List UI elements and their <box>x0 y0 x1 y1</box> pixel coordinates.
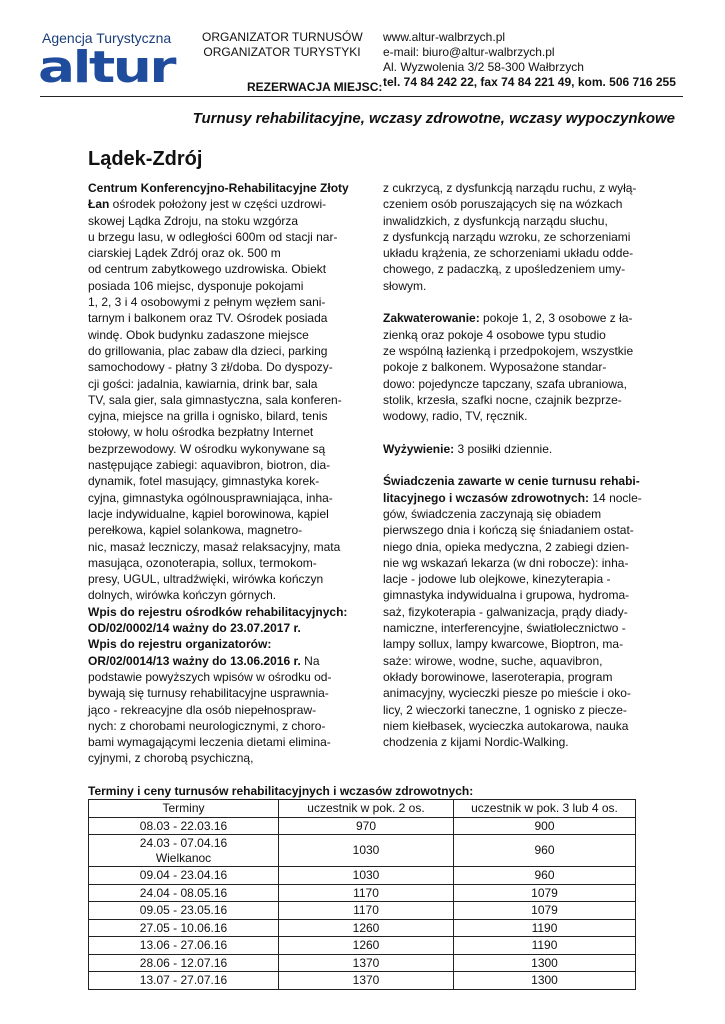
price-3-4-person-cell: 960 <box>454 835 636 867</box>
date-range: 27.05 - 10.06.16 <box>139 920 228 935</box>
text: ciarskiej Lądek Zdrój oraz ok. 500 m <box>88 246 281 261</box>
bold-text: Wpis do rejestru organizatorów: <box>88 637 272 652</box>
text-line <box>88 376 348 392</box>
text-line <box>88 229 348 245</box>
text: masująca, ozonoterapia, sollux, termokom- <box>88 555 317 570</box>
text-line <box>88 555 348 571</box>
date-range: 24.03 - 07.04.16 <box>139 836 228 850</box>
text-line <box>88 473 348 489</box>
table-row <box>89 902 636 920</box>
text-line <box>88 457 348 473</box>
logo-tagline: Agencja Turystyczna <box>42 30 172 46</box>
text-line <box>88 702 348 718</box>
reservation-label: REZERWACJA MIEJSC: <box>247 80 383 94</box>
price-2-person-cell: 1030 <box>279 835 454 867</box>
text: samochodowy - płatny 3 zł/doba. Do dyspozy- <box>88 360 333 375</box>
text-line <box>88 734 348 750</box>
text: wodowy, radio, TV, ręcznik. <box>383 409 528 424</box>
text-line <box>383 653 643 669</box>
text-line <box>383 196 643 212</box>
text: dowo: pojedyncze tapczany, szafa ubraniowa, <box>383 376 627 391</box>
price-3-4-person-cell: 1300 <box>454 972 636 990</box>
text-line <box>88 522 348 538</box>
text-line <box>383 180 643 196</box>
text: niego dnia, opieka medyczna, 2 zabiegi dzien- <box>383 539 630 554</box>
text-line <box>88 587 348 603</box>
altur-logo <box>38 30 175 93</box>
date-range-cell <box>89 972 279 990</box>
text-line <box>88 294 348 310</box>
text: bywają się turnusy rehabilitacyjne usprawnia- <box>88 686 329 701</box>
text: licy, 2 wieczorki taneczne, 1 ognisko z piecze- <box>383 702 627 717</box>
paragraph-gap <box>383 457 643 473</box>
bold-text: Zakwaterowanie: <box>383 311 480 326</box>
text-line <box>88 327 348 343</box>
text: inwalidzkich, z dysfunkcją narządu słuchu, <box>383 213 608 228</box>
text: windę. Obok budynku zadaszone miejsce <box>88 327 309 342</box>
text-line <box>383 506 643 522</box>
text: namiczne, interferencyjne, światłolecznictwo - <box>383 621 626 636</box>
price-3-4-person-cell: 900 <box>454 817 636 835</box>
text-line <box>383 702 643 718</box>
text: bezprzewodowy. W ośrodku wykonywane są <box>88 441 326 456</box>
text: ośrodek położony jest w części uzdrowi- <box>109 197 327 212</box>
bold-text: Wpis do rejestru ośrodków rehabilitacyjnych: <box>88 604 348 619</box>
text: słowym. <box>383 278 427 293</box>
date-range-cell <box>89 919 279 937</box>
date-range: 13.06 - 27.06.16 <box>139 938 228 952</box>
column-header-2-person: uczestnik w pok. 2 os. <box>279 800 454 818</box>
text: u brzegu lasu, w odległości 600m od stacji nar- <box>88 229 338 244</box>
description-right-column <box>383 180 643 750</box>
date-range-cell <box>89 835 279 867</box>
text: nie wg wskazań lekarza (w dni robocze): inha- <box>383 555 629 570</box>
price-table <box>88 799 636 990</box>
text: do grillowania, plac zabaw dla dzieci, parking <box>88 343 328 358</box>
price-3-4-person-cell: 1190 <box>454 937 636 955</box>
table-row <box>89 835 636 867</box>
text: dolnych, wirówka kończyn górnych. <box>88 588 277 603</box>
text-line <box>383 604 643 620</box>
text: tarnym i balkonem oraz TV. Ośrodek posiada <box>88 311 328 326</box>
text-line <box>88 685 348 701</box>
text: niem kiełbasek, wycieczka autokarowa, nauka <box>383 718 629 733</box>
text: nic, masaż leczniczy, masaż relaksacyjny, mata <box>88 539 341 554</box>
text-line <box>383 571 643 587</box>
table-row <box>89 954 636 972</box>
text: układu krążenia, ze schorzeniami układu odde- <box>383 246 634 261</box>
text-line <box>383 587 643 603</box>
text: pokoje z balkonem. Wyposażone standar- <box>383 360 607 375</box>
bold-text: litacyjnego i wczasów zdrowotnych: <box>383 490 590 505</box>
text: presy, UGUL, ultradźwięki, wirówka kończyn <box>88 572 324 587</box>
text-line <box>383 539 643 555</box>
text-line <box>88 343 348 359</box>
text-line <box>88 213 348 229</box>
date-range: 09.04 - 23.04.16 <box>139 868 228 882</box>
text-line <box>383 473 643 489</box>
bold-text: Świadczenia zawarte w cenie turnusu rehabi- <box>383 474 640 489</box>
text: bami wymagającymi leczenia dietami elimina- <box>88 735 331 750</box>
column-header-dates: Terminy <box>89 800 279 818</box>
text: z dysfunkcją narządu wzroku, ze schorzeniami <box>383 229 631 244</box>
table-row <box>89 817 636 835</box>
text: z cukrzycą, z dysfunkcją narządu ruchu, z wyłą- <box>383 181 637 195</box>
text-line <box>88 539 348 555</box>
text: Na <box>300 653 320 668</box>
text: posiada 106 miejsc, dysponuje pokojami <box>88 278 304 293</box>
date-range-cell <box>89 884 279 902</box>
text-line <box>383 261 643 277</box>
text: cyjna, miejsce na grilla i ognisko, bilard, tenis <box>88 409 328 424</box>
header-divider <box>40 96 683 97</box>
text: skowej Lądka Zdroju, na stoku wzgórza <box>88 213 299 228</box>
text-line <box>383 310 643 326</box>
text-line <box>88 441 348 457</box>
text: cyjna, gimnastyka ogólnousprawniająca, inha- <box>88 490 333 505</box>
price-2-person-cell: 1170 <box>279 902 454 920</box>
bold-text: Łan <box>88 197 110 212</box>
text-line <box>88 750 348 766</box>
text-line <box>88 261 348 277</box>
text-line <box>383 327 643 343</box>
text-line <box>383 376 643 392</box>
text: pierwszego dnia i kończą się śniadaniem ostat- <box>383 523 634 538</box>
date-range: 28.06 - 12.07.16 <box>139 955 228 970</box>
contact-info <box>383 30 676 90</box>
text-line <box>88 408 348 424</box>
price-2-person-cell: 1030 <box>279 867 454 885</box>
address-line: Al. Wyzwolenia 3/2 58-300 Wałbrzych <box>383 60 584 74</box>
text-line <box>88 620 348 636</box>
text: gów, świadczenia zaczynają się obiadem <box>383 506 602 521</box>
text: zienką oraz pokoje 4 osobowe typu studio <box>383 327 606 342</box>
paragraph-gap <box>383 294 643 310</box>
text: lacje - jodowe lub olejkowe, kinezyterapia - <box>383 572 611 587</box>
text-line <box>383 490 643 506</box>
text-line <box>88 424 348 440</box>
date-range-cell <box>89 902 279 920</box>
table-row <box>89 919 636 937</box>
text-line <box>88 653 348 669</box>
text-line <box>88 506 348 522</box>
date-range: 08.03 - 22.03.16 <box>139 818 228 833</box>
text-line <box>383 734 643 750</box>
price-3-4-person-cell: 1079 <box>454 902 636 920</box>
text: chowego, z padaczką, z upośledzeniem umy- <box>383 262 626 277</box>
text: animacyjny, wycieczki piesze po mieście i oko- <box>383 686 631 701</box>
price-3-4-person-cell: 1300 <box>454 954 636 972</box>
text: 14 nocle- <box>589 490 642 505</box>
text-line <box>383 213 643 229</box>
text: stolik, krzesła, szafki nocne, czajnik bezprze- <box>383 392 622 407</box>
text-line <box>383 392 643 408</box>
bold-text: OR/02/0014/13 ważny do 13.06.2016 r. <box>88 653 301 668</box>
text: pokoje 1, 2, 3 osobowe z ła- <box>479 311 633 326</box>
page-title: Lądek-Zdrój <box>88 148 203 170</box>
text-line <box>383 408 643 424</box>
organizer-info <box>202 30 362 60</box>
text: gimnastyka indywidualna i grupowa, hydroma- <box>383 588 630 603</box>
text: podstawie powyższych wpisów w ośrodku od- <box>88 669 332 684</box>
text: ze wspólną łazienką i przedpokojem, wszystkie <box>383 343 634 358</box>
date-range-cell <box>89 937 279 955</box>
table-row <box>89 972 636 990</box>
text-line <box>88 310 348 326</box>
price-2-person-cell: 1260 <box>279 937 454 955</box>
bold-text: Wyżywienie: <box>383 441 455 456</box>
text-line <box>383 359 643 375</box>
paragraph-gap <box>383 424 643 440</box>
text-line <box>88 636 348 652</box>
date-range: 13.07 - 27.07.16 <box>139 973 228 987</box>
logo-wordmark: altur <box>38 42 175 93</box>
organizer-line: ORGANIZATOR TURNUSÓW <box>202 30 363 44</box>
price-2-person-cell: 970 <box>279 817 454 835</box>
text: saż, fizykoterapia - galwanizacja, prądy diady- <box>383 604 628 619</box>
text: TV, sala gier, sala gimnastyczna, sala konferen- <box>88 392 342 407</box>
text-line <box>88 359 348 375</box>
text-line <box>88 196 348 212</box>
text: stołowy, w holu ośrodka bezpłatny Internet <box>88 425 314 440</box>
text: 1, 2, 3 i 4 osobowymi z pełnym węzłem sani- <box>88 295 326 310</box>
text-line <box>88 245 348 261</box>
text: dynamik, fotel masujący, gimnastyka korek- <box>88 474 320 489</box>
description-left-column <box>88 180 348 767</box>
text-line <box>383 343 643 359</box>
text-line <box>383 441 643 457</box>
text: cji gości: jadalnia, kawiarnia, drink bar, sala <box>88 376 318 391</box>
text-line <box>88 278 348 294</box>
date-range-cell <box>89 954 279 972</box>
text-line <box>88 718 348 734</box>
text: lampy sollux, lampy kwarcowe, Bioptron, ma- <box>383 637 624 652</box>
text: 3 posiłki dziennie. <box>454 441 553 456</box>
text: następujące zabiegi: aquavibron, biotron, dia- <box>88 458 331 473</box>
text-line <box>383 636 643 652</box>
price-2-person-cell: 1260 <box>279 919 454 937</box>
text-line <box>88 180 348 196</box>
text-line <box>383 685 643 701</box>
price-table-title: Terminy i ceny turnusów rehabilitacyjnych i wczasów zdrowotnych: <box>88 784 474 798</box>
price-2-person-cell: 1370 <box>279 954 454 972</box>
text-line <box>88 669 348 685</box>
table-row <box>89 884 636 902</box>
column-header-3-4-person: uczestnik w pok. 3 lub 4 os. <box>454 800 636 818</box>
text-line <box>383 229 643 245</box>
table-row <box>89 937 636 955</box>
text-line <box>383 620 643 636</box>
bold-text: OD/02/0002/14 ważny do 23.07.2017 r. <box>88 621 301 636</box>
phone-line: tel. 74 84 242 22, fax 74 84 221 49, kom. 506 716 255 <box>383 75 676 89</box>
text-line <box>88 490 348 506</box>
date-range: 09.05 - 23.05.16 <box>139 903 228 917</box>
email-link[interactable]: e-mail: biuro@altur-walbrzych.pl <box>383 45 555 59</box>
text-line <box>383 245 643 261</box>
text: chodzenia z kijami Nordic-Walking. <box>383 735 569 750</box>
text: czeniem osób poruszających się na wózkach <box>383 197 623 212</box>
organizer-line: ORGANIZATOR TURYSTYKI <box>203 45 361 59</box>
text: lacje indywidualne, kąpiel borowinowa, kąpiel <box>88 506 329 521</box>
text-line <box>383 555 643 571</box>
text: od centrum zabytkowego uzdrowiska. Obiekt <box>88 262 327 277</box>
price-3-4-person-cell: 1079 <box>454 884 636 902</box>
website-link[interactable]: www.altur-walbrzych.pl <box>383 30 506 44</box>
table-row <box>89 867 636 885</box>
date-range-cell <box>89 817 279 835</box>
bold-text: Centrum Konferencyjno-Rehabilitacyjne Złoty <box>88 181 349 195</box>
text: cyjnymi, z chorobą psychiczną, <box>88 751 254 766</box>
price-3-4-person-cell: 1190 <box>454 919 636 937</box>
date-note: Wielkanoc <box>155 850 212 865</box>
text-line <box>383 522 643 538</box>
table-header-row <box>89 800 636 818</box>
text: okłady borowinowe, laseroterapia, program <box>383 669 613 684</box>
text: perełkowa, kąpiel solankowa, magnetro- <box>88 523 303 538</box>
text-line <box>88 571 348 587</box>
text: saże: wirowe, wodne, suche, aquavibron, <box>383 653 603 668</box>
price-2-person-cell: 1370 <box>279 972 454 990</box>
text-line <box>88 604 348 620</box>
text-line <box>88 392 348 408</box>
date-range: 24.04 - 08.05.16 <box>139 885 228 900</box>
text: nych: z chorobami neurologicznymi, z choro- <box>88 718 326 733</box>
text: jąco - rekreacyjne dla osób niepełnospraw- <box>88 702 317 717</box>
price-3-4-person-cell: 960 <box>454 867 636 885</box>
text-line <box>383 278 643 294</box>
offer-tagline: Turnusy rehabilitacyjne, wczasy zdrowotne, wczasy wypoczynkowe <box>192 110 675 127</box>
text-line <box>383 669 643 685</box>
date-range-cell <box>89 867 279 885</box>
price-2-person-cell: 1170 <box>279 884 454 902</box>
text-line <box>383 718 643 734</box>
